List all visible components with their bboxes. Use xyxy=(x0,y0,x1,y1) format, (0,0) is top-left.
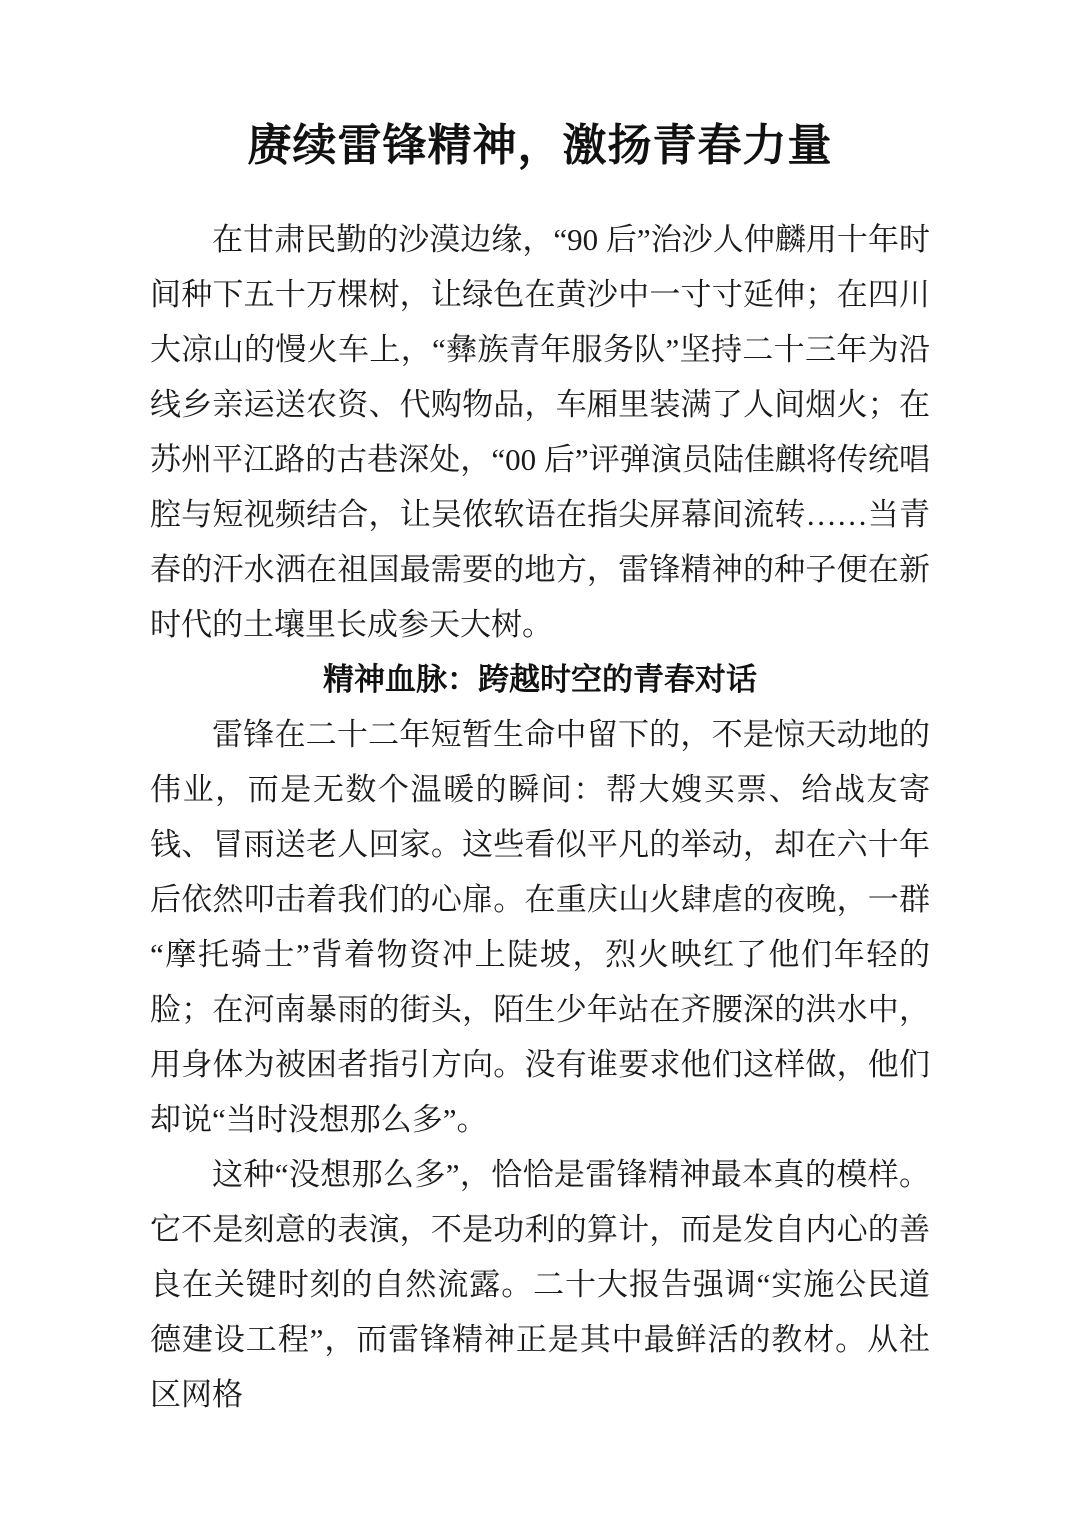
section-heading: 精神血脉：跨越时空的青春对话 xyxy=(323,662,757,697)
document-body xyxy=(150,212,930,1422)
paragraph-intro: 在甘肃民勤的沙漠边缘，“90 后”治沙人仲麟用十年时间种下五十万棵树，让绿色在黄沙中一寸寸延伸；在四川大凉山的慢火车上，“彝族青年服务队”坚持二十三年为沿线乡亲运送农资、代购物品，车厢里装满了人间烟火；在苏州平江路的古巷深处，“00 后”评弹演员陆佳麒将传统唱腔与短视频结合，让吴侬软语在指尖屏幕间流转……当青春的汗水洒在祖国最需要的地方，雷锋精神的种子便在新时代的土壤里长成参天大树。 xyxy=(150,222,930,642)
paragraph-true-spirit: 这种“没想那么多”，恰恰是雷锋精神最本真的模样。它不是刻意的表演，不是功利的算计，而是发自内心的善良在关键时刻的自然流露。二十大报告强调“实施公民道德建设工程”，而雷锋精神正是其中最鲜活的教材。从社区网格 xyxy=(150,1157,930,1412)
page-title: 赓续雷锋精神，激扬青春力量 xyxy=(247,121,833,170)
paragraph-leifeng-moments: 雷锋在二十二年短暂生命中留下的，不是惊天动地的伟业，而是无数个温暖的瞬间：帮大嫂买票、给战友寄钱、冒雨送老人回家。这些看似平凡的举动，却在六十年后依然叩击着我们的心扉。在重庆山火肆虐的夜晚，一群“摩托骑士”背着物资冲上陡坡，烈火映红了他们年轻的脸；在河南暴雨的街头，陌生少年站在齐腰深的洪水中，用身体为被困者指引方向。没有谁要求他们这样做，他们却说“当时没想那么多”。 xyxy=(150,717,930,1137)
